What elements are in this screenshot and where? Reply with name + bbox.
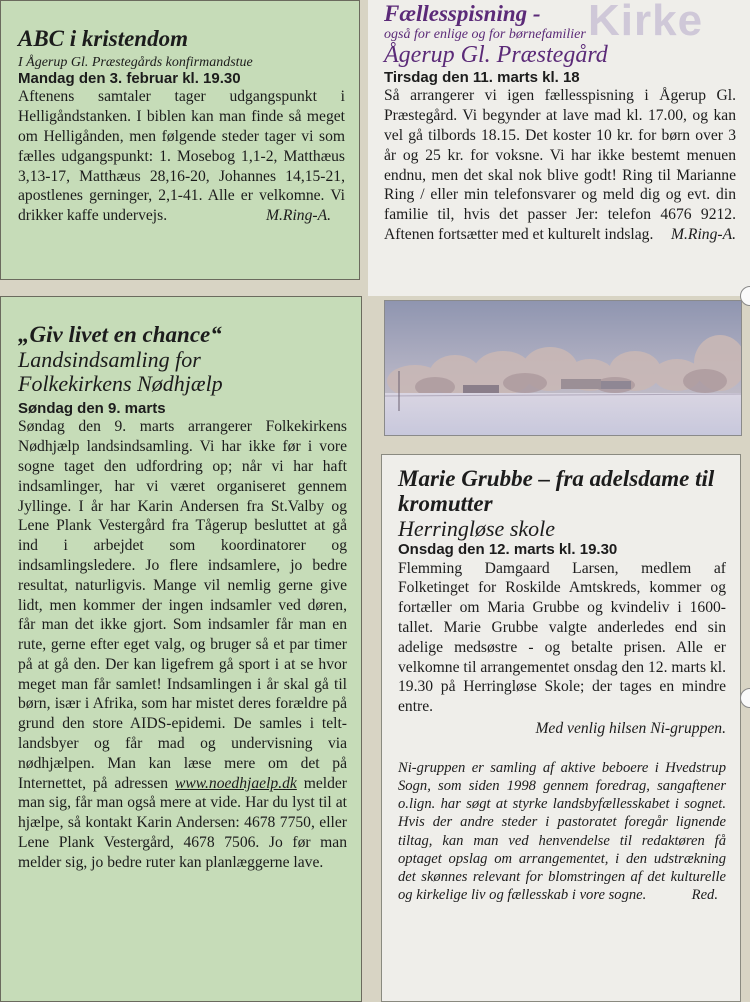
grubbe-date: Onsdag den 12. marts kl. 19.30 [398, 541, 618, 559]
grubbe-article [381, 454, 741, 1002]
giv-text [18, 417, 347, 872]
faelles-watermark: Kirke [588, 0, 704, 45]
abc-article [0, 0, 360, 280]
faelles-date: Tirsdag den 11. marts kl. 18 [384, 69, 580, 87]
winter-landscape-photo [384, 300, 742, 436]
faelles-title: Fællesspisning - [384, 1, 541, 26]
abc-signature: M.Ring-A. [266, 207, 331, 225]
faelles-text [384, 86, 736, 244]
faelles-location: Ågerup Gl. Præstegård [384, 42, 608, 69]
abc-location: I Ågerup Gl. Præstegårds konfirmandstue [18, 54, 253, 70]
grubbe-text: Flemming Damgaard Larsen, medlem af Folketinget for Roskilde Amtskreds, kommer og fortæller om Maria Grubbe og kvindeliv i 1600-tallet. Marie Grubbe valgte anderledes end sin adelige medsøstre - og betalte prisen. Alle er velkomne til arrangementet onsdag den 12. marts kl. 19.30 på Herringløse Skole; der tages en mindre entre. [398, 559, 726, 716]
abc-date: Mandag den 3. februar kl. 19.30 [18, 70, 241, 88]
giv-subtitle-2: Folkekirkens Nødhjælp [18, 371, 223, 397]
page-edge-notch-2 [740, 688, 750, 708]
giv-article [0, 296, 362, 1002]
grubbe-signature: Med venlig hilsen Ni-gruppen. [535, 719, 726, 737]
giv-text-before-link: Søndag den 9. marts arrangerer Folkekirkens Nødhjælp landsindsamling. Vi har ikke før i vore sogne taget den udfordring op; når vi har haft indsamlinger, har vi været organiseret gennem Jyllinge. I år har Karin Andersen fra St.Valby og Lene Plank Vestergård fra Tågerup besluttet at gå ind i arbejdet som koordinatorer og indsamlingsledere. Jo flere indsamlere, jo bedre resultat, naturligvis. Mange vil nemlig gerne give lidt, men kommer der ingen indsamler ved døren, får man det ikke gjort. Som indsamler får man en rute, gerne efter eget valg, og bruger så et par timer på at gå den. Der kan ligefrem gå sport i at se hvor meget man får samlet! Indsamlingen i år skal gå til børn, især i Afrika, som har mistet deres forældre på grund den store AIDS-epidemi. De samles i telt-landsbyer og får mad og undervisning via nødhjælpen. Man kan læse mere om det på Internettet, på adressen [18, 418, 347, 792]
faelles-signature: M.Ring-A. [671, 225, 736, 243]
abc-title: ABC i kristendom [18, 26, 188, 51]
grubbe-note-text: Ni-gruppen er samling af aktive beboere i Hvedstrup Sogn, som siden 1998 gennem foredrag, sangaftener o.lign. har søgt at styrke landsbyfællesskabet i sognet. Hvis der andre steder i pastoratet foregår lignende tiltag, kan man ved henvendelse til redaktøren få optaget opslag om arrangementet, i den udstrækning det skønnes relevant for blomstringen af det kulturelle og kirkelige liv og fællesskab i vore sogne. [398, 759, 726, 904]
grubbe-location: Herringløse skole [398, 515, 556, 541]
abc-text-content: Aftenens samtaler tager udgangspunkt i Helligåndstanken. I biblen kan man finde så meget om Helligånden, men følgende steder tager vi som fælles udgangspunkt: 1. Mosebog 1,1-2, Matthæus 3,13-17, Matthæus 28,16-20, Johannes 14,15-21, apostlenes gerninger, 2,1-41. Alle er velkomne. Vi drikker kaffe undervejs. [18, 88, 345, 225]
giv-title: „Giv livet en chance“ [18, 322, 222, 347]
noedhjaelp-link[interactable]: www.noedhjaelp.dk [174, 774, 297, 792]
giv-subtitle-1: Landsindsamling for [18, 346, 201, 372]
faelles-article [368, 0, 750, 296]
faelles-subtitle: også for enlige og for børnefamilier [384, 26, 586, 42]
giv-date: Søndag den 9. marts [18, 400, 166, 418]
faelles-text-content: Så arrangerer vi igen fællesspisning i Ågerup Gl. Præstegård. Vi begynder at lave mad kl. 17.00, og kan vel gå tilbords 18.15. Det koster 10 kr. for børn over 3 år og 25 kr. for voksne. Vi har ikke bestemt menuen endnu, men det skal nok blive godt! Ring til Marianne Ring / eller min telefonsvarer og meld dig og evt. din familie til, hvis det passer Jer: telefon 4676 9212. Aftenen fortsætter med et kulturelt indslag. [384, 87, 736, 243]
grubbe-note [398, 759, 726, 905]
winter-landscape-image [385, 301, 741, 435]
giv-text-after-link: melder man sig, får man også mere at vide. Har du lyst til at hjælpe, så kontakt Karin Andersen: 4678 7750, eller Lene Plank Vestergård, 4678 7506. Jo før man melder sig, jo bedre ruter kan planlæggerne lave. [18, 774, 347, 871]
grubbe-note-signature: Red. [691, 887, 718, 904]
abc-text [18, 87, 345, 226]
grubbe-title: Marie Grubbe – fra adelsdame til kromutter [398, 466, 715, 516]
